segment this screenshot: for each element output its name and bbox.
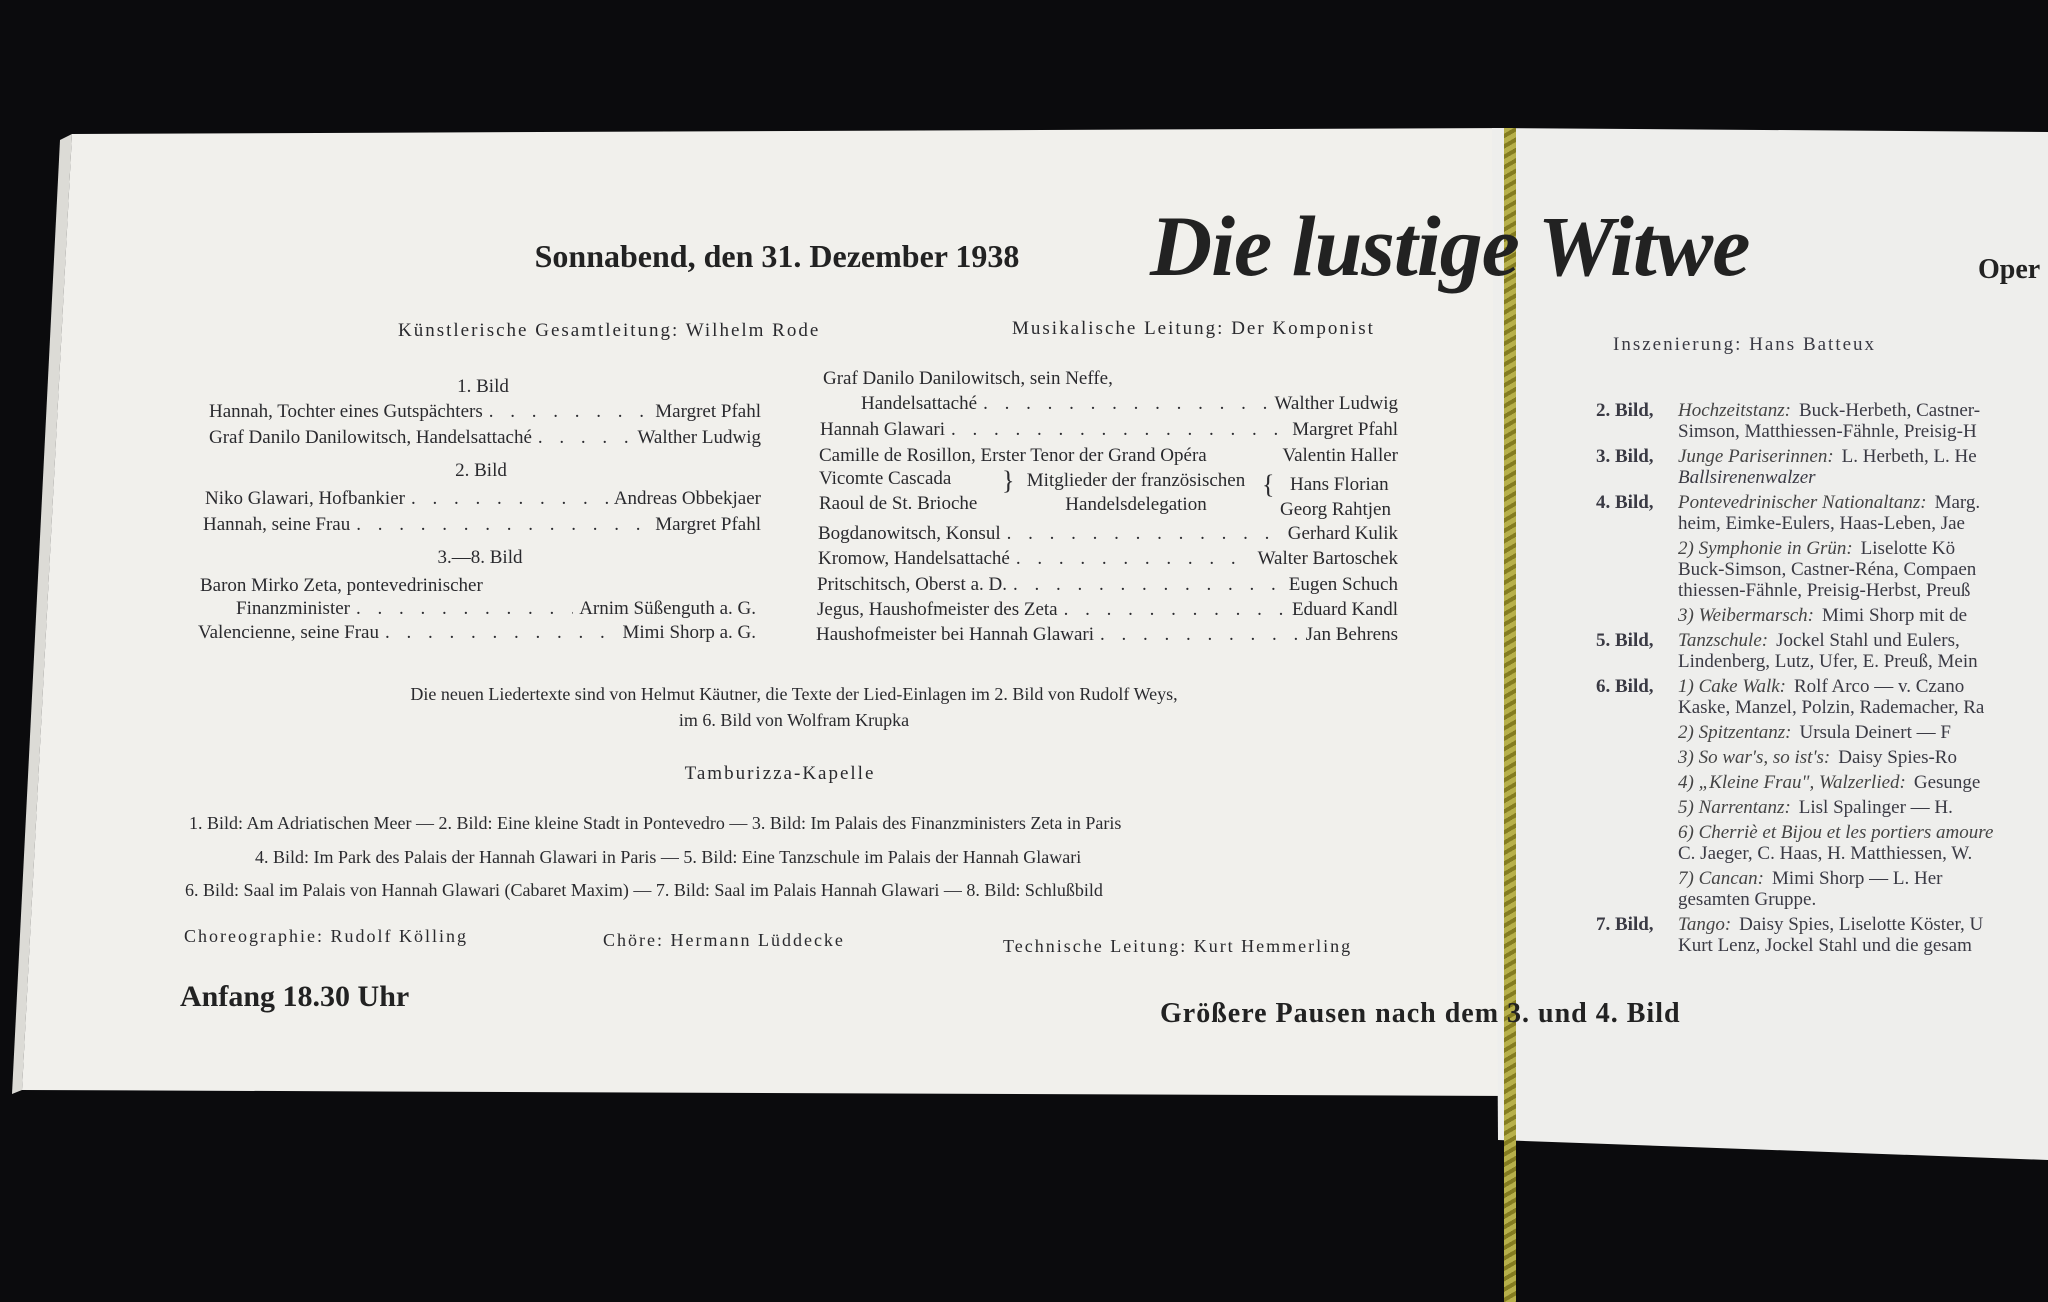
dance-title: 2) Symphonie in Grün: [1678, 538, 1853, 559]
group-label: Mitglieder der französischen [1026, 470, 1246, 491]
role: Handelsattaché [861, 393, 978, 414]
cast-row [205, 488, 761, 510]
dance-title: 7) Cancan: [1678, 868, 1765, 889]
role: Raoul de St. Brioche [819, 493, 978, 514]
performers: Daisy Spies-Ro [1838, 747, 1957, 768]
program-entry [1596, 868, 2036, 910]
role: Finanzminister [236, 598, 350, 619]
actor: Eduard Kandl [1291, 599, 1398, 620]
cast-row [861, 393, 1398, 415]
scene-number: 5. Bild, [1596, 630, 1654, 651]
performers: Daisy Spies, Liselotte Köster, U [1739, 914, 1984, 935]
performers: L. Herbeth, L. He [1841, 446, 1977, 467]
role: Graf Danilo Danilowitsch, Handelsattaché [209, 427, 532, 448]
binding-cord [1504, 128, 1516, 1302]
cast-row [820, 419, 1398, 441]
performers: Ursula Deinert — F [1799, 722, 1951, 743]
artistic-direction: Künstlerische Gesamtleitung: Wilhelm Rode [398, 320, 821, 341]
program-entry [1596, 538, 2036, 601]
program-entry [1596, 492, 2036, 534]
role: Niko Glawari, Hofbankier [205, 488, 405, 509]
brace-icon: { [1262, 470, 1275, 499]
cast-row [236, 598, 756, 620]
role: Bogdanowitsch, Konsul [818, 523, 1001, 544]
performers-continued: gesamten Gruppe. [1678, 889, 1817, 910]
role: Kromow, Handelsattaché [818, 548, 1010, 569]
dance-title: 1) Cake Walk: [1678, 676, 1786, 697]
choreography-credit: Choreographie: Rudolf Kölling [184, 926, 468, 946]
scene-list: 4. Bild: Im Park des Palais der Hannah Glawari in Paris — 5. Bild: Eine Tanzschule im Palais der Hannah Glawari [255, 847, 1082, 867]
cast-row [816, 624, 1398, 646]
dance-title: Pontevedrinischer Nationaltanz: [1678, 492, 1927, 513]
cast-row [209, 427, 761, 449]
performers: Marg. [1934, 492, 1981, 513]
actor: Andreas Obbekjaer [613, 488, 761, 509]
program-entry [1596, 676, 2036, 718]
performers: Jockel Stahl und Eulers, [1776, 630, 1960, 651]
performers: Mimi Shorp mit de [1821, 605, 1968, 626]
scene-number: 2. Bild, [1596, 400, 1654, 421]
performers-continued: Buck-Simson, Castner-Réna, Compaen [1678, 559, 1977, 580]
program-entry [1596, 747, 2036, 768]
scene-list: 1. Bild: Am Adriatischen Meer — 2. Bild: Eine kleine Stadt in Pontevedro — 3. Bild: Im Palais des Finanzministers Zeta in Paris [189, 813, 1122, 833]
scene-heading: 2. Bild [455, 460, 507, 481]
musical-direction: Musikalische Leitung: Der Komponist [1012, 318, 1375, 339]
choirs-credit: Chöre: Hermann Lüddecke [603, 930, 845, 950]
dance-title: 4) „Kleine Frau", Walzerlied: [1678, 772, 1906, 793]
dance-title: Ballsirenenwalzer [1678, 467, 1816, 488]
actor: Gerhard Kulik [1287, 523, 1398, 544]
scene-number: 7. Bild, [1596, 914, 1654, 935]
actor: Walther Ludwig [1274, 393, 1398, 414]
performers-continued: heim, Eimke-Eulers, Haas-Leben, Jae [1678, 513, 1965, 534]
dance-title: 5) Narrentanz: [1678, 797, 1791, 818]
role: Jegus, Haushofmeister des Zeta [817, 599, 1058, 620]
start-time: Anfang 18.30 Uhr [180, 980, 410, 1013]
performers: Lisl Spalinger — H. [1798, 797, 1953, 818]
actor: Walter Bartoschek [1257, 548, 1398, 569]
performers: Mimi Shorp — L. Her [1772, 868, 1943, 889]
cast-row [817, 599, 1398, 621]
scene-number: 4. Bild, [1596, 492, 1654, 513]
performers-continued: C. Jaeger, C. Haas, H. Matthiessen, W. [1678, 843, 1973, 864]
role: Valencienne, seine Frau [198, 622, 379, 643]
dance-title: Tango: [1678, 914, 1732, 935]
program-entry [1596, 822, 2036, 864]
actor: Jan Behrens [1305, 624, 1398, 645]
cast-row [209, 401, 761, 423]
dance-title: 2) Spitzentanz: [1678, 722, 1792, 743]
role: Vicomte Cascada [819, 468, 952, 489]
performers-continued: Kaske, Manzel, Polzin, Rademacher, Ra [1678, 697, 1985, 718]
brace-icon: } [1002, 466, 1015, 495]
program-entry [1596, 630, 2036, 672]
program-entry [1596, 772, 2036, 793]
role: Camille de Rosillon, Erster Tenor der Grand Opéra [819, 445, 1207, 466]
lyrics-note: im 6. Bild von Wolfram Krupka [678, 710, 910, 730]
program-entry [1596, 914, 2036, 956]
cast-row [817, 574, 1398, 596]
performers-continued: Simson, Matthiessen-Fähnle, Preisig-H [1678, 421, 1977, 442]
role: Hannah, seine Frau [203, 514, 351, 535]
program-entry [1596, 722, 2036, 743]
actor: Hans Florian [1290, 474, 1389, 495]
actor: Mimi Shorp a. G. [622, 622, 756, 643]
scene-list: 6. Bild: Saal im Palais von Hannah Glawari (Cabaret Maxim) — 7. Bild: Saal im Palais Hannah Glawari — 8. Bild: Schlußbild [185, 880, 1103, 900]
performers: Rolf Arco — v. Czano [1794, 676, 1965, 697]
role: Graf Danilo Danilowitsch, sein Neffe, [823, 368, 1113, 389]
intermission-note: Größere Pausen nach dem 3. und 4. Bild [1160, 998, 1681, 1029]
program-entry [1596, 605, 2036, 626]
role: Pritschitsch, Oberst a. D. [817, 574, 1007, 595]
performers-continued: thiessen-Fähnle, Preisig-Herbst, Preuß [1678, 580, 1971, 601]
actor: Margret Pfahl [1292, 419, 1398, 440]
actor: Eugen Schuch [1288, 574, 1398, 595]
actor: Valentin Haller [1282, 445, 1398, 466]
cast-row [818, 523, 1398, 545]
performers-continued: Lindenberg, Lutz, Ufer, E. Preuß, Mein [1678, 651, 1978, 672]
group-label: Handelsdelegation [1065, 494, 1207, 515]
role: Baron Mirko Zeta, pontevedrinischer [200, 575, 483, 596]
title-heading: Die lustige Witwe [1150, 198, 1750, 294]
dance-title: 3) So war's, so ist's: [1678, 747, 1831, 768]
staging-credit: Inszenierung: Hans Batteux [1613, 334, 1877, 355]
dance-title: Tanzschule: [1678, 630, 1769, 651]
actor: Margret Pfahl [655, 514, 761, 535]
program-entry [1596, 446, 2036, 488]
scene-number: 6. Bild, [1596, 676, 1654, 697]
dance-title: Hochzeitstanz: [1678, 400, 1791, 421]
band-name: Tamburizza-Kapelle [684, 763, 876, 784]
title-fragment: Oper [1978, 254, 2041, 285]
cast-row [198, 622, 756, 644]
role: Haushofmeister bei Hannah Glawari [816, 624, 1095, 645]
performers: Liselotte Kö [1860, 538, 1956, 559]
dance-title: Junge Pariserinnen: [1678, 446, 1834, 467]
dance-program-list [1596, 400, 2036, 960]
scene-number: 3. Bild, [1596, 446, 1654, 467]
lyrics-note: Die neuen Liedertexte sind von Helmut Käutner, die Texte der Lied-Einlagen im 2. Bild von Rudolf Weys, [410, 684, 1178, 704]
performers: Gesunge [1913, 772, 1981, 793]
dance-title: 3) Weibermarsch: [1678, 605, 1814, 626]
performers-continued: Kurt Lenz, Jockel Stahl und die gesam [1678, 935, 1972, 956]
actor: Walther Ludwig [637, 427, 761, 448]
role: Hannah Glawari [820, 419, 946, 440]
actor: Margret Pfahl [655, 401, 761, 422]
cast-row [819, 445, 1398, 467]
actor: Georg Rahtjen [1280, 499, 1391, 520]
program-entry [1596, 797, 2036, 818]
cast-row [203, 514, 761, 536]
scene-heading: 3.—8. Bild [437, 547, 523, 568]
performers: Buck-Herbeth, Castner- [1798, 400, 1981, 421]
role: Hannah, Tochter eines Gutspächters [209, 401, 483, 422]
scene-heading: 1. Bild [457, 376, 509, 397]
cast-row [818, 548, 1398, 570]
date-heading: Sonnabend, den 31. Dezember 1938 [534, 238, 1020, 274]
technical-credit: Technische Leitung: Kurt Hemmerling [1003, 936, 1353, 956]
dance-title: 6) Cherriè et Bijou et les portiers amoure [1678, 822, 1994, 843]
actor: Arnim Süßenguth a. G. [579, 598, 756, 619]
program-entry [1596, 400, 2036, 442]
